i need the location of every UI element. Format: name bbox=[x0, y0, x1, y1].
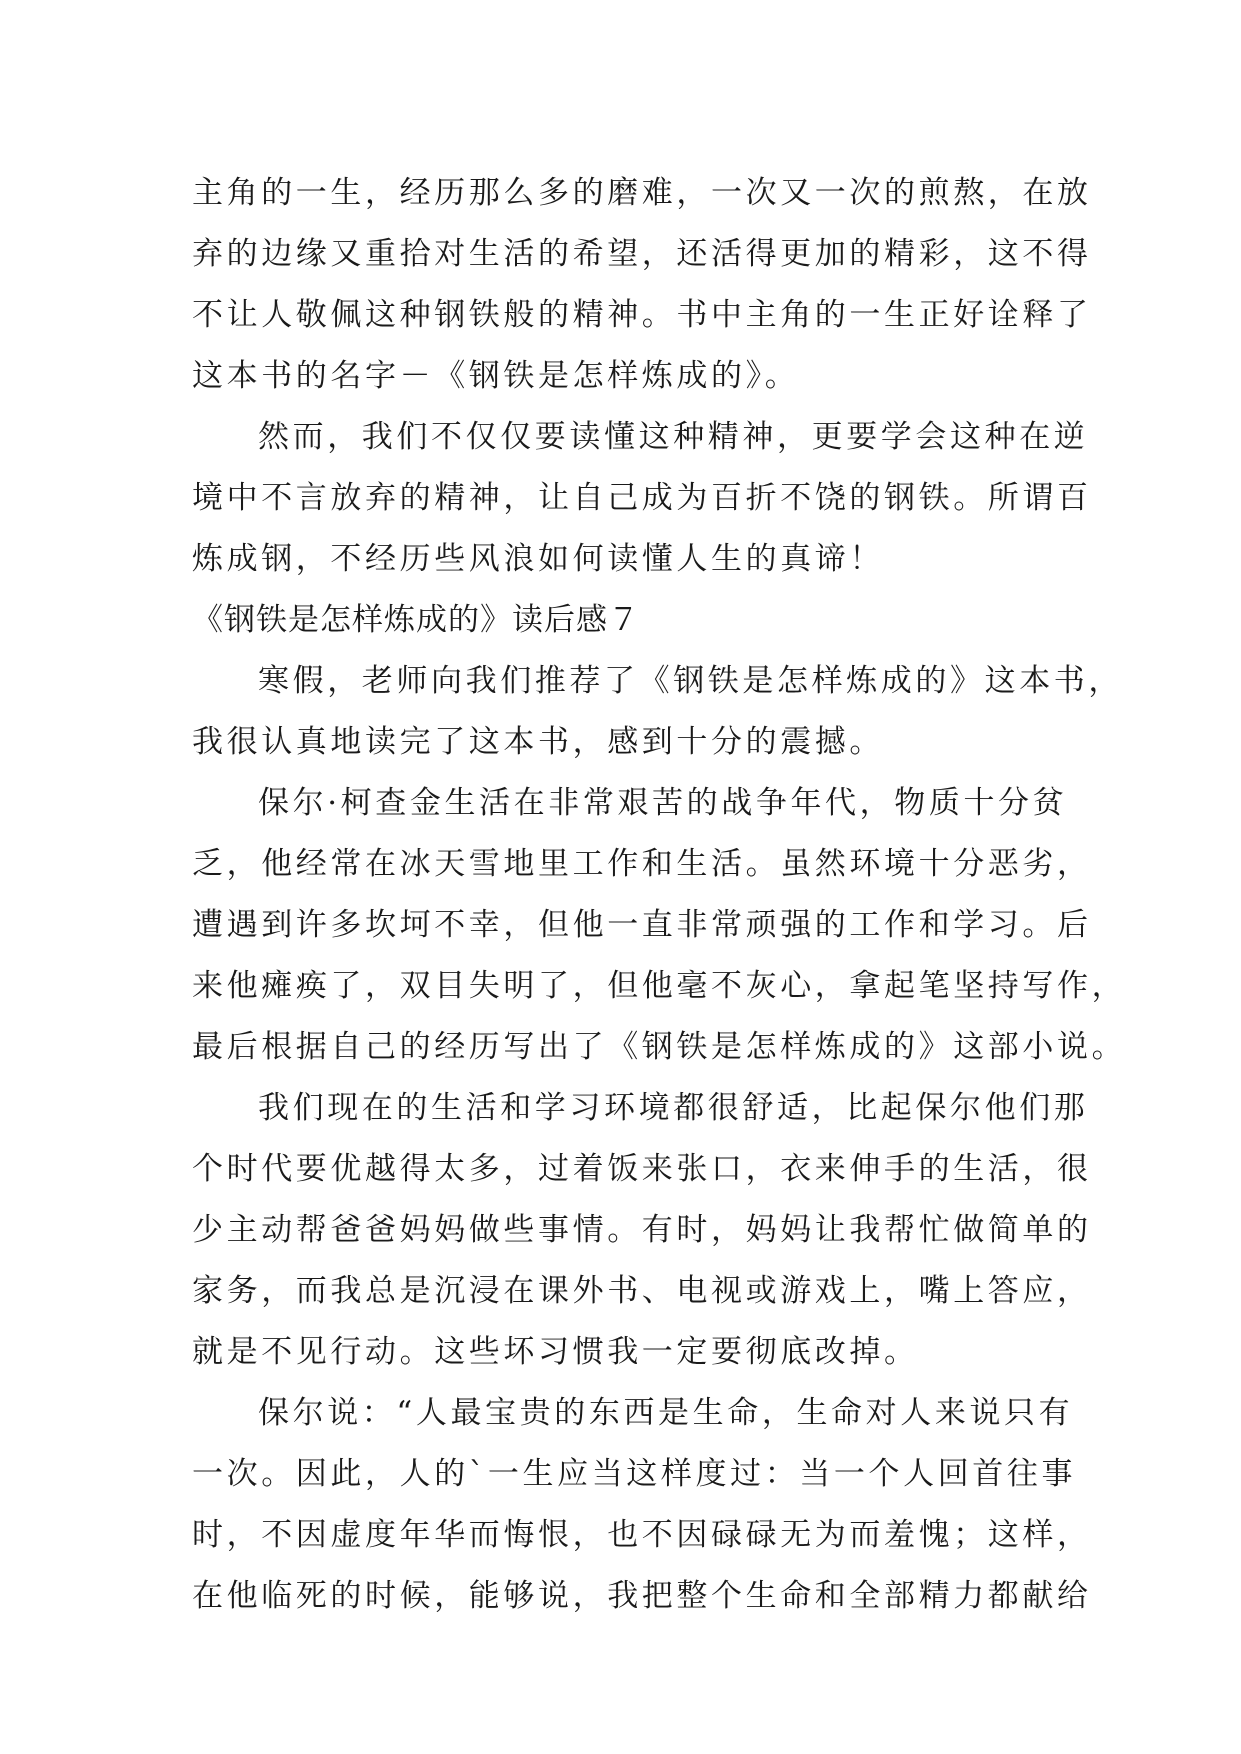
paragraph-first-line: 然而，我们不仅仅要读懂这种精神，更要学会这种在逆 bbox=[258, 419, 1089, 455]
text-line: 一次。因此，人的`一生应当这样度过：当一个人回首往事 bbox=[192, 1456, 1077, 1492]
text-line: 最后根据自己的经历写出了《钢铁是怎样炼成的》这部小说。 bbox=[192, 1029, 1127, 1065]
text-line: 遭遇到许多坎坷不幸，但他一直非常顽强的工作和学习。后 bbox=[192, 907, 1092, 943]
text-line: 乏，他经常在冰天雪地里工作和生活。虽然环境十分恶劣， bbox=[192, 846, 1092, 882]
paragraph-first-line: 保尔说：“人最宝贵的东西是生命，生命对人来说只有 bbox=[258, 1395, 1074, 1431]
paragraph-first-line: 我们现在的生活和学习环境都很舒适，比起保尔他们那 bbox=[258, 1090, 1089, 1126]
paragraph-first-line: 保尔·柯查金生活在非常艰苦的战争年代，物质十分贫 bbox=[258, 785, 1068, 821]
document-body bbox=[192, 163, 1127, 1627]
text-line: 家务，而我总是沉浸在课外书、电视或游戏上，嘴上答应， bbox=[192, 1273, 1092, 1309]
text-line: 不让人敬佩这种钢铁般的精神。书中主角的一生正好诠释了 bbox=[192, 297, 1092, 333]
section-heading: 《钢铁是怎样炼成的》读后感７ bbox=[192, 602, 640, 638]
text-line: 就是不见行动。这些坏习惯我一定要彻底改掉。 bbox=[192, 1334, 919, 1370]
text-line: 境中不言放弃的精神，让自己成为百折不饶的钢铁。所谓百 bbox=[192, 480, 1092, 516]
text-line: 弃的边缘又重拾对生活的希望，还活得更加的精彩，这不得 bbox=[192, 236, 1092, 272]
text-line: 个时代要优越得太多，过着饭来张口，衣来伸手的生活，很 bbox=[192, 1151, 1092, 1187]
text-line: 我很认真地读完了这本书，感到十分的震撼。 bbox=[192, 724, 884, 760]
text-line: 时，不因虚度年华而悔恨，也不因碌碌无为而羞愧；这样， bbox=[192, 1517, 1092, 1553]
text-line: 炼成钢，不经历些风浪如何读懂人生的真谛！ bbox=[192, 541, 884, 577]
text-line: 在他临死的时候，能够说，我把整个生命和全部精力都献给 bbox=[192, 1578, 1092, 1614]
paragraph-first-line: 寒假，老师向我们推荐了《钢铁是怎样炼成的》这本书， bbox=[258, 663, 1123, 699]
text-line: 这本书的名字－《钢铁是怎样炼成的》。 bbox=[192, 358, 800, 394]
text-line: 来他瘫痪了，双目失明了，但他毫不灰心，拿起笔坚持写作， bbox=[192, 968, 1127, 1004]
text-line: 少主动帮爸爸妈妈做些事情。有时，妈妈让我帮忙做简单的 bbox=[192, 1212, 1092, 1248]
text-line: 主角的一生，经历那么多的磨难，一次又一次的煎熬，在放 bbox=[192, 175, 1092, 211]
